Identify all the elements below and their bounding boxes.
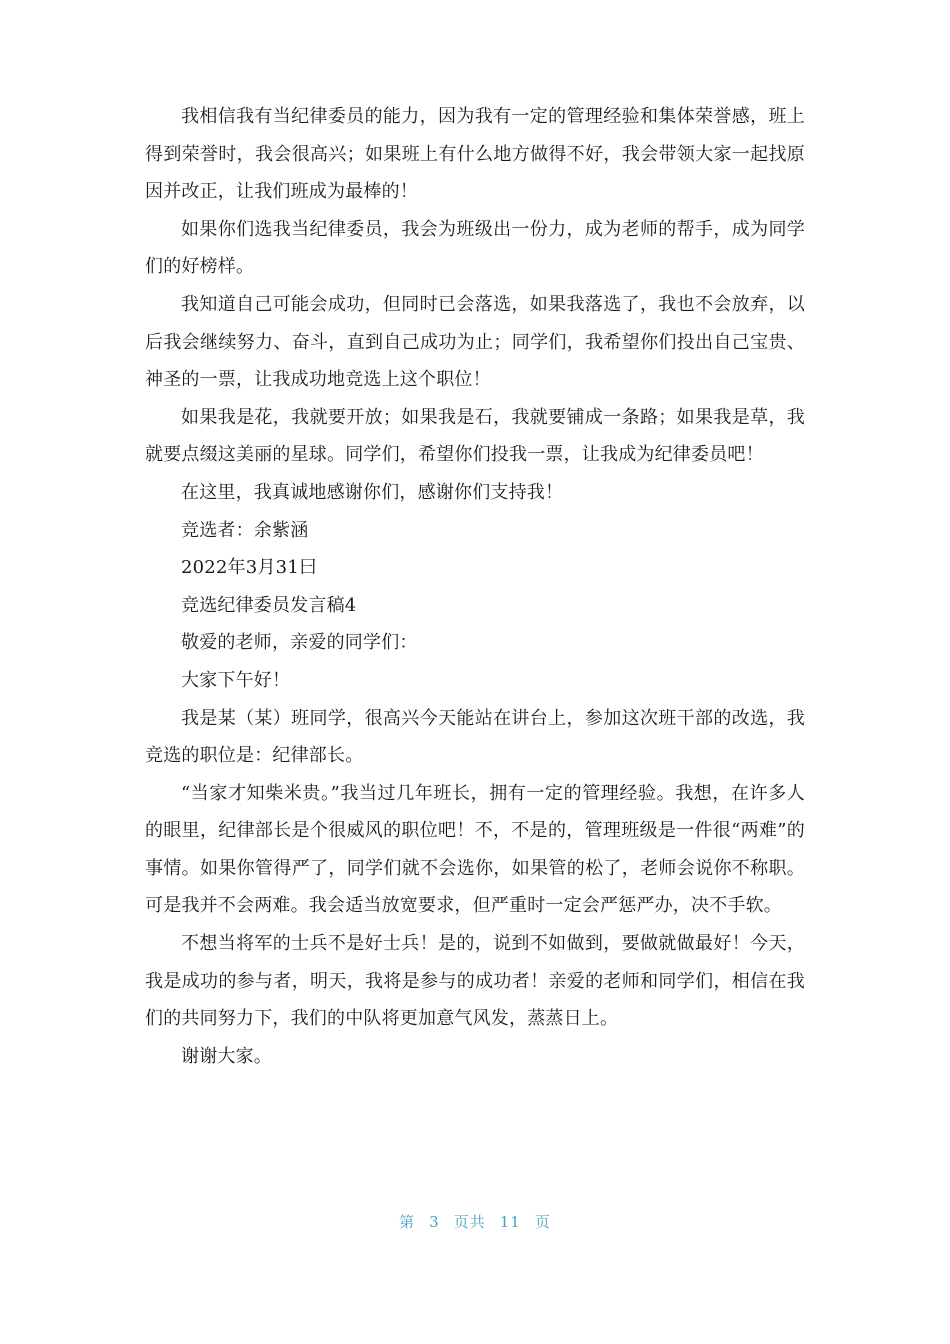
footer-suffix: 页 — [534, 1213, 551, 1231]
paragraph: 我相信我有当纪律委员的能力，因为我有一定的管理经验和集体荣誉感，班上得到荣誉时，我会很高兴；如果班上有什么地方做得不好，我会带领大家一起找原因并改正，让我们班成为最棒的！ — [145, 106, 805, 203]
paragraph: 我是某（某）班同学，很高兴今天能站在讲台上，参加这次班干部的改选，我竞选的职位是：纪律部长。 — [145, 707, 805, 767]
section-title: 竞选纪律委员发言稿4 — [181, 594, 357, 616]
paragraph: 不想当将军的士兵不是好士兵！是的，说到不如做到，要做就做最好！今天，我是成功的参与者，明天，我将是参与的成功者！亲爱的老师和同学们，相信在我们的共同努力下，我们的中队将更加意气风发，蒸蒸日上。 — [145, 933, 805, 1030]
footer-current-page: 3 — [429, 1213, 440, 1231]
footer-total-pages: 11 — [499, 1213, 521, 1231]
date-line: 2022年3月31曰 — [181, 557, 318, 579]
salutation: 敬爱的老师，亲爱的同学们： — [181, 632, 418, 654]
paragraph: 我知道自己可能会成功，但同时已会落选，如果我落选了，我也不会放弃，以后我会继续努力、奋斗，直到自己成功为止；同学们，我希望你们投出自己宝贵、神圣的一票，让我成功地竞选上这个职位！ — [145, 293, 805, 391]
paragraph: 如果你们选我当纪律委员，我会为班级出一份力，成为老师的帮手，成为同学们的好榜样。 — [145, 218, 805, 278]
paragraph: 如果我是花，我就要开放；如果我是石，我就要铺成一条路；如果我是草，我就要点缀这美丽的星球。同学们，希望你们投我一票，让我成为纪律委员吧！ — [145, 406, 805, 466]
closing: 谢谢大家。 — [181, 1045, 272, 1067]
signature-line: 竞选者：余紫涵 — [181, 519, 309, 541]
document-body — [145, 98, 805, 1075]
greeting: 大家下午好！ — [181, 669, 291, 691]
paragraph: “当家才知柴米贵。”我当过几年班长，拥有一定的管理经验。我想，在许多人的眼里，纪律部长是个很威风的职位吧！不，不是的，管理班级是一件很“两难”的事情。如果你管得严了，同学们就不会选你，如果管的松了，老师会说你不称职。可是我并不会两难。我会适当放宽要求，但严重时一定会严惩严办，决不手软。 — [145, 782, 805, 917]
footer-prefix: 第 — [399, 1213, 416, 1231]
footer-middle: 页共 — [453, 1213, 486, 1231]
page-footer — [0, 1211, 950, 1232]
paragraph: 在这里，我真诚地感谢你们，感谢你们支持我！ — [181, 481, 564, 503]
